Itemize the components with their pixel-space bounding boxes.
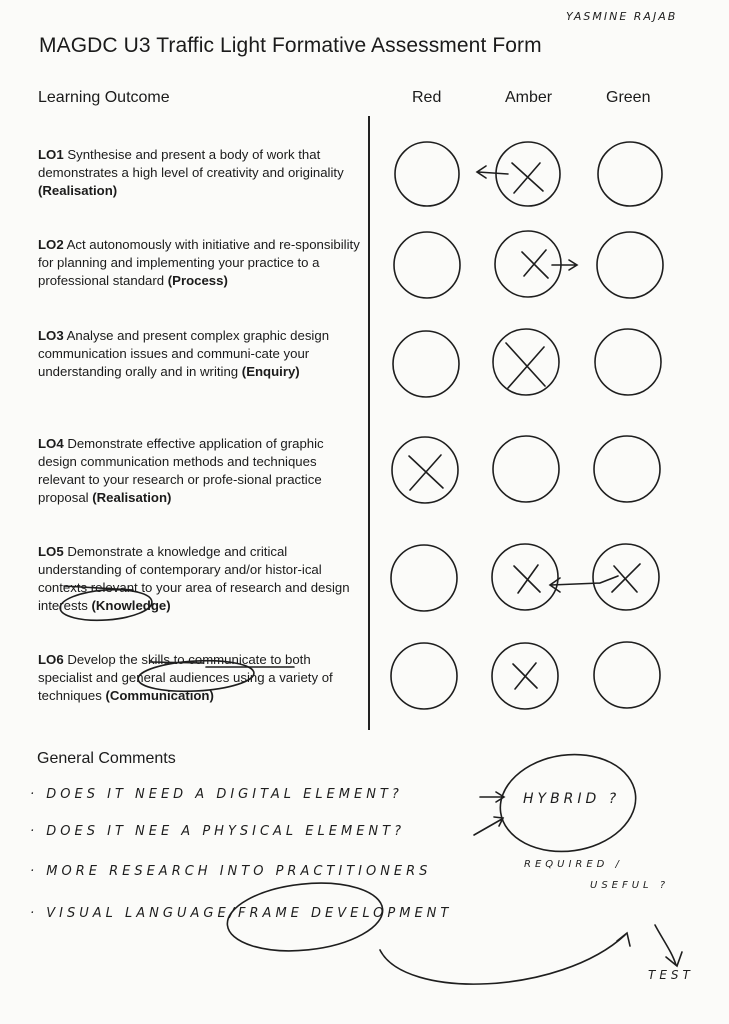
- rating-row-lo3: [393, 329, 661, 397]
- rating-row-lo2: [394, 231, 663, 298]
- column-header-red: Red: [412, 89, 442, 106]
- rating-circle-red: [391, 643, 457, 709]
- circled-word-design-interests: [59, 587, 153, 623]
- rating-circle-green: [594, 642, 660, 708]
- rating-circle-amber: [493, 329, 559, 395]
- comment-visual-language: · VISUAL LANGUAGE/FRAME DEVELOPMENT: [30, 906, 453, 921]
- curve-arrow-bottom: [380, 933, 630, 984]
- rating-circle-green: [595, 329, 661, 395]
- comment-useful: USEFUL ?: [590, 880, 670, 891]
- rating-row-lo1: [395, 142, 662, 206]
- rating-circle-amber: [495, 231, 561, 297]
- cross-mark-lo5-green: [612, 564, 640, 592]
- cross-mark-lo2-amber: [522, 250, 548, 278]
- arrow-lo2-right: [552, 260, 577, 270]
- rating-circle-red: [394, 232, 460, 298]
- learning-outcome-lo5: LO5 Demonstrate a knowledge and critical understanding of contemporary and/or histor-ical contexts relevant to your area of research and design interests (Knowledge): [38, 544, 350, 613]
- arrow-lo1-left: [477, 166, 508, 178]
- rating-circle-green: [594, 436, 660, 502]
- student-name-handwritten: YASMINE RAJAB: [566, 10, 678, 23]
- rating-circle-green: [597, 232, 663, 298]
- arrow-lo5-between: [550, 576, 618, 592]
- cross-mark-lo5-amber: [514, 565, 540, 593]
- arrow-to-test: [655, 925, 682, 966]
- learning-outcome-lo3: LO3 Analyse and present complex graphic design communication issues and communi-cate your understanding orally and in writing (Enquiry): [38, 328, 330, 379]
- comment-physical-element: · DOES IT NEE A PHYSICAL ELEMENT?: [30, 824, 405, 839]
- learning-outcome-lo6: LO6 Develop the skills to communicate to both specialist and general audiences using a variety of techniques (Communication): [38, 652, 333, 703]
- comment-more-research: · MORE RESEARCH INTO PRACTITIONERS: [30, 864, 432, 879]
- rating-circle-red: [395, 142, 459, 206]
- rating-circle-red: [393, 331, 459, 397]
- cross-mark-lo4-red: [409, 455, 443, 490]
- rating-circle-green: [598, 142, 662, 206]
- column-header-learning-outcome: Learning Outcome: [38, 89, 170, 106]
- comment-digital-element: · DOES IT NEED A DIGITAL ELEMENT?: [30, 787, 403, 802]
- learning-outcome-lo1: LO1 Synthesise and present a body of work that demonstrates a high level of creativity and originality (Realisation): [38, 147, 344, 198]
- general-comments-title: General Comments: [37, 750, 176, 767]
- comment-test: TEST: [648, 968, 694, 982]
- rating-circle-amber: [493, 436, 559, 502]
- column-header-amber: Amber: [505, 89, 553, 106]
- column-header-green: Green: [606, 89, 651, 106]
- rating-circle-red: [391, 545, 457, 611]
- learning-outcome-lo2: LO2 Act autonomously with initiative and re-sponsibility for planning and implementing your practice to a professional standard (Process): [38, 237, 360, 288]
- cross-mark-lo6-amber: [513, 663, 537, 689]
- arrow-to-hybrid-2: [474, 817, 503, 835]
- rating-row-lo4: [392, 436, 660, 503]
- strikethrough-contexts: [64, 586, 133, 590]
- learning-outcome-lo4: LO4 Demonstrate effective application of graphic design communication methods and techniques relevant to your research or profe-sional practice proposal (Realisation): [38, 436, 324, 505]
- comment-hybrid: HYBRID ?: [523, 791, 621, 807]
- cross-mark-lo1-amber: [512, 163, 543, 193]
- comment-required: REQUIRED /: [524, 859, 623, 870]
- form-title: MAGDC U3 Traffic Light Formative Assessment Form: [39, 34, 542, 57]
- cross-mark-lo3-amber: [506, 343, 545, 388]
